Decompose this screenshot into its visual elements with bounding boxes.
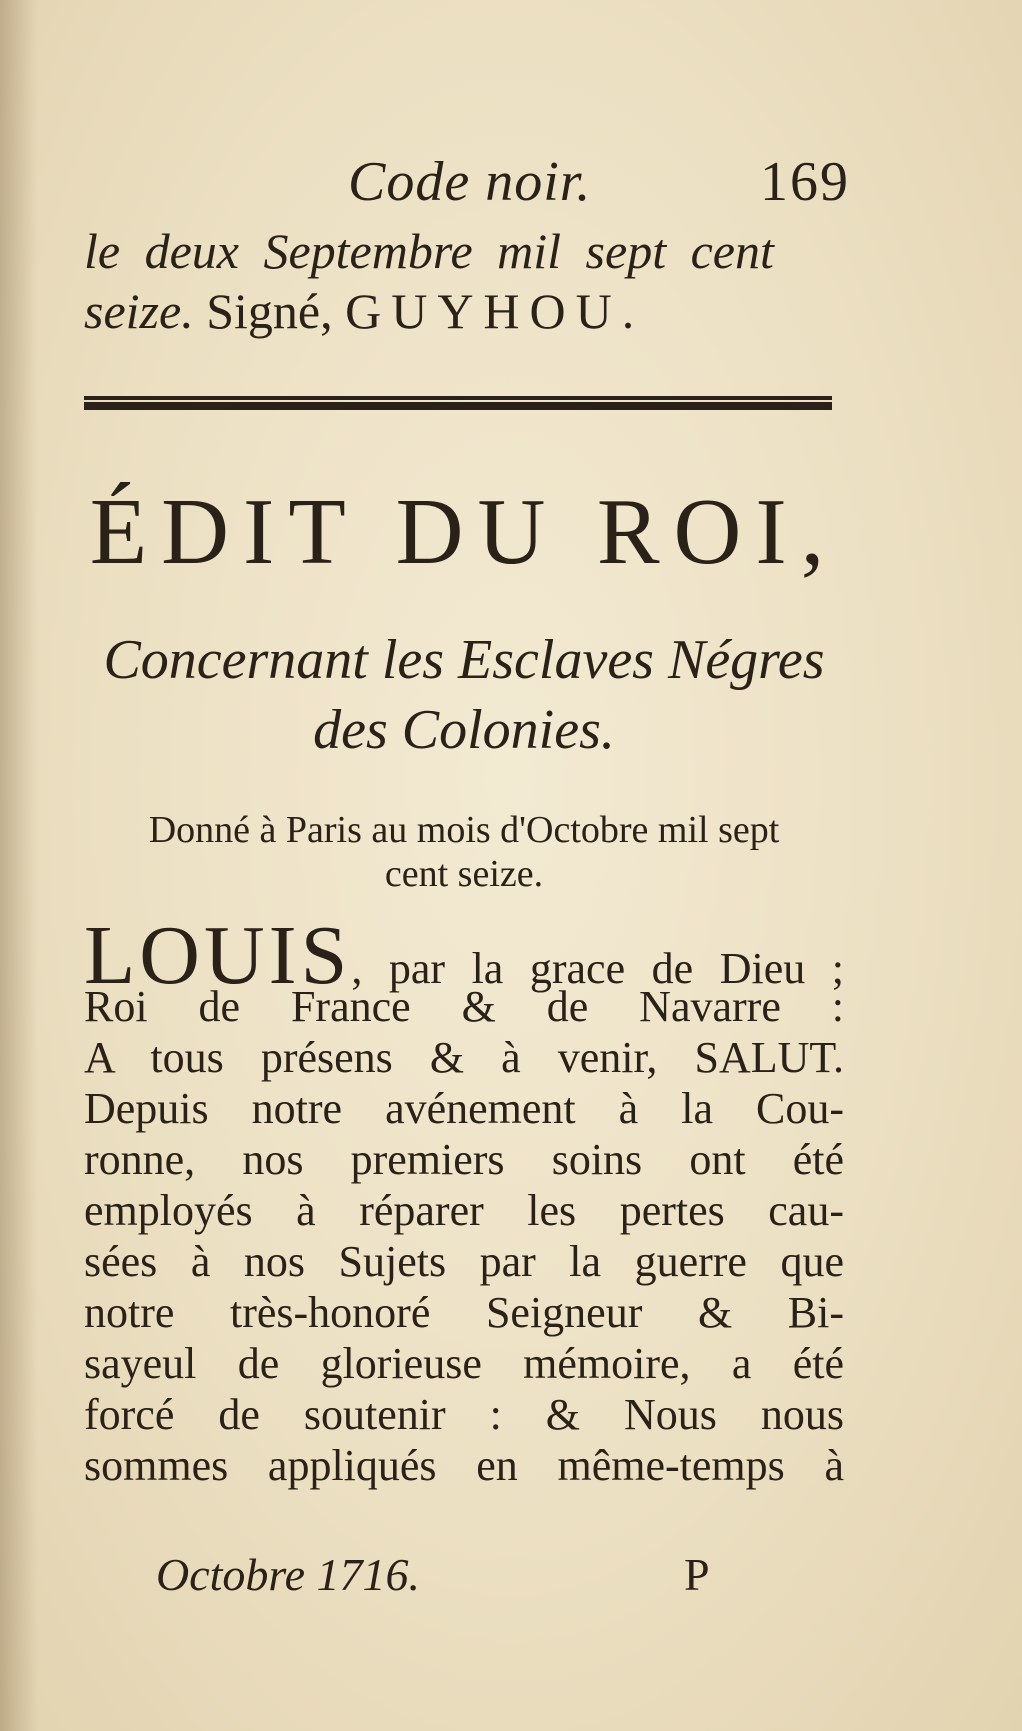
given-at-line-1: Donné à Paris au mois d'Octobre mil sept (148, 809, 780, 851)
body-line: ronne, nos premiers soins ont été (84, 1135, 844, 1184)
body-paragraph (84, 909, 844, 1491)
edict-title: ÉDIT DU ROI, (89, 480, 839, 584)
edict-subtitle-line-2: des Colonies. (313, 699, 615, 761)
signatory-name: GUYHOU. (345, 283, 645, 339)
drop-word: LOUIS (84, 909, 352, 1002)
body-line: forcé de soutenir : & Nous nous (84, 1390, 844, 1439)
body-line: Roi de France & de Navarre : (84, 982, 844, 1031)
section-divider-rule (84, 396, 832, 410)
body-line: A tous présens & à venir, SALUT. (84, 1033, 844, 1082)
body-line: Depuis notre avénement à la Cou- (84, 1084, 844, 1133)
signature-mark: P (684, 1549, 710, 1600)
edict-subtitle-line-1: Concernant les Esclaves Négres (103, 629, 825, 691)
running-head-title: Code noir. (348, 151, 592, 213)
body-line: notre très-honoré Seigneur & Bi- (84, 1288, 844, 1337)
signature-date: Octobre 1716. (156, 1549, 421, 1600)
body-line (84, 909, 844, 1002)
body-line: sayeul de glorieuse mémoire, a été (84, 1339, 844, 1388)
body-line: sées à nos Sujets par la guerre que (84, 1237, 844, 1286)
page-footer (84, 1548, 844, 1608)
continuation-signed: Signé, (206, 283, 333, 339)
continuation-line-2 (84, 282, 854, 340)
continuation-seize: seize. (84, 283, 194, 339)
page-gutter-shadow (0, 0, 38, 1731)
body-line: employés à réparer les pertes cau- (84, 1186, 844, 1235)
body-line-text: , par la grace de Dieu ; (351, 944, 844, 993)
given-at-line-2: cent seize. (384, 853, 544, 895)
page-number: 169 (760, 151, 850, 213)
continuation-line-1: le deux Septembre mil sept cent (84, 223, 774, 279)
body-line: sommes appliqués en même-temps à (84, 1441, 844, 1490)
running-head (80, 150, 850, 220)
